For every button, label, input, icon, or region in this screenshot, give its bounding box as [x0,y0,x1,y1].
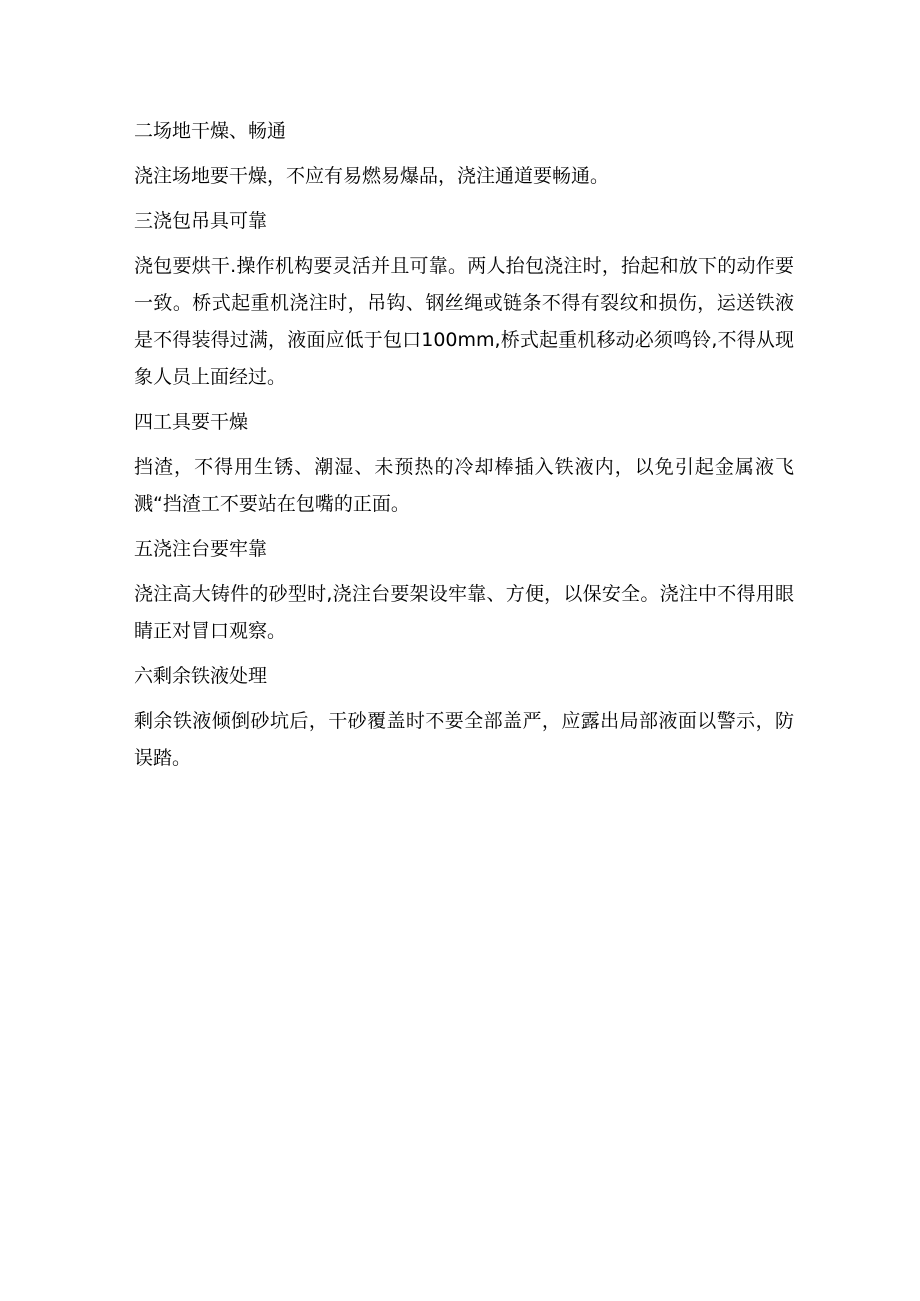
section-body-residual-iron: 剩余铁液倾倒砂坑后，干砂覆盖时不要全部盖严，应露出局部液面以警示，防误踏。 [134,710,794,769]
section-heading-site-dry: 二场地干燥、畅通 [134,120,287,142]
section-heading-pouring-platform: 五浇注台要牢靠 [134,538,268,560]
section-heading-ladle-hoist: 三浇包吊具可靠 [134,210,268,232]
section-body-tools-dry: 挡渣，不得用生锈、潮湿、未预热的冷却棒插入铁液内，以免引起金属液飞溅“挡渣工不要站在包嘴的正面。 [134,456,794,515]
document-body [134,113,794,785]
section-body-ladle-hoist: 浇包要烘干.操作机构要灵活并且可靠。两人抬包浇注时，抬起和放下的动作要一致。桥式起重机浇注时，吊钩、钢丝绳或链条不得有裂纹和损伤，运送铁液是不得装得过满，液面应低于包口100mm,桥式起重机移动必须鸣铃,不得从现象人员上面经过。 [134,255,794,388]
section-body-site-dry: 浇注场地要干燥，不应有易燃易爆品，浇注通道要畅通。 [134,165,610,187]
section-heading-tools-dry: 四工具要干燥 [134,411,249,433]
section-body-pouring-platform: 浇注高大铸件的砂型时,浇注台要架设牢靠、方便，以保安全。浇注中不得用眼睛正对冒口观察。 [134,583,794,642]
section-heading-residual-iron: 六剩余铁液处理 [134,665,268,687]
